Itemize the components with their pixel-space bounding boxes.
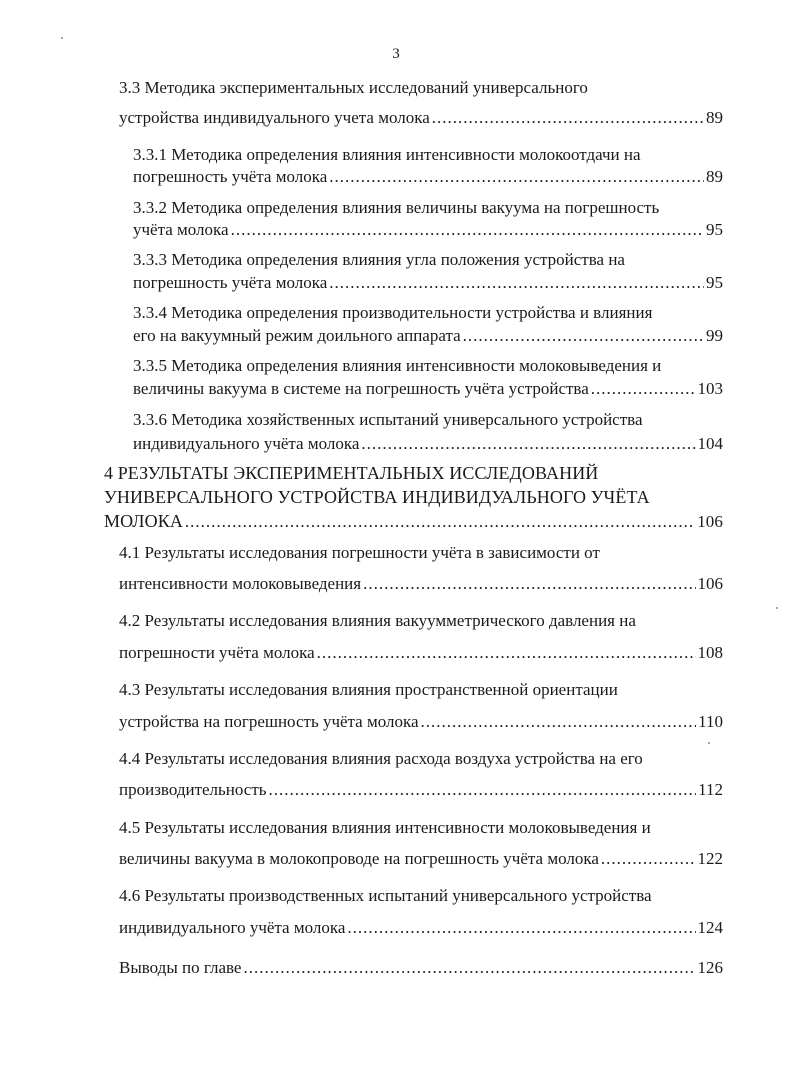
dot-leader xyxy=(347,918,695,938)
toc-entry-3-3-2-line-1: 3.3.2 Методика определения влияния величины вакуума на погрешность xyxy=(133,198,660,217)
toc-entry-4-1-line-2: интенсивности молоковыведения xyxy=(119,574,362,593)
toc-entry-3-3-2-line-2: учёта молока xyxy=(133,220,229,239)
toc-entry-3-3-line-1: 3.3 Методика экспериментальных исследований универсального xyxy=(119,78,588,97)
dot-leader xyxy=(361,434,695,454)
dot-leader xyxy=(601,849,696,869)
dot-leader xyxy=(317,643,696,663)
toc-entry-4-6-line-1: 4.6 Результаты производственных испытаний универсального устройства xyxy=(119,886,652,905)
scan-speck xyxy=(708,742,710,744)
toc-chapter-4-line-3: МОЛОКА xyxy=(104,511,183,531)
toc-entry-3-3-4-line-2: его на вакуумный режим доильного аппарата xyxy=(133,326,461,345)
toc-page-number: 99 xyxy=(706,326,723,345)
dot-leader xyxy=(363,574,695,594)
toc-entry-4-2-leader xyxy=(119,643,723,663)
toc-entry-4-3-line-2: устройства на погрешность учёта молока xyxy=(119,712,419,731)
dot-leader xyxy=(421,712,697,732)
dot-leader xyxy=(463,326,704,346)
dot-leader xyxy=(269,780,697,800)
toc-entry-4-1-line-1: 4.1 Результаты исследования погрешности учёта в зависимости от xyxy=(119,543,600,562)
toc-entry-4-3-leader xyxy=(119,712,723,732)
toc-page-number: 126 xyxy=(697,958,723,977)
toc-entry-4-5-leader xyxy=(119,849,723,869)
toc-entry-4-1-leader xyxy=(119,574,723,594)
toc-page-number: 95 xyxy=(706,273,723,292)
toc-page-number: 89 xyxy=(706,167,723,186)
toc-entry-3-3-leader xyxy=(119,108,723,128)
toc-page-number: 106 xyxy=(697,574,723,593)
toc-entry-3-3-3-leader xyxy=(133,273,723,293)
toc-chapter-4-line-2: УНИВЕРСАЛЬНОГО УСТРОЙСТВА ИНДИВИДУАЛЬНОГО УЧЁТА xyxy=(104,487,650,507)
toc-page-number: 104 xyxy=(697,434,723,453)
toc-entry-4-5-line-2: величины вакуума в молокопроводе на погрешность учёта молока xyxy=(119,849,599,868)
toc-page-number: 89 xyxy=(706,108,723,127)
toc-entry-3-3-5-line-2: величины вакуума в системе на погрешность учёта устройства xyxy=(133,379,589,398)
toc-chapter-4-line-1: 4 РЕЗУЛЬТАТЫ ЭКСПЕРИМЕНТАЛЬНЫХ ИССЛЕДОВАНИЙ xyxy=(104,463,599,483)
toc-entry-4-4-line-2: производительность xyxy=(119,780,267,799)
toc-entry-4-6-leader xyxy=(119,918,723,938)
toc-entry-3-3-4-line-1: 3.3.4 Методика определения производительности устройства и влияния xyxy=(133,303,653,322)
dot-leader xyxy=(432,108,704,128)
scan-speck xyxy=(776,607,778,609)
page-number: 3 xyxy=(392,46,400,62)
toc-entry-4-6-line-2: индивидуального учёта молока xyxy=(119,918,346,937)
toc-page-number: 110 xyxy=(698,712,723,731)
toc-entry-3-3-6-leader xyxy=(133,434,723,454)
toc-entry-3-3-1-line-1: 3.3.1 Методика определения влияния интенсивности молокоотдачи на xyxy=(133,145,641,164)
toc-entry-3-3-2-leader xyxy=(133,220,723,240)
dot-leader xyxy=(591,379,696,399)
toc-entry-3-3-6-line-1: 3.3.6 Методика хозяйственных испытаний универсального устройства xyxy=(133,410,643,429)
toc-entry-4-2-line-1: 4.2 Результаты исследования влияния вакуумметрического давления на xyxy=(119,611,636,630)
toc-page-number: 108 xyxy=(697,643,723,662)
toc-entry-3-3-6-line-2: индивидуального учёта молока xyxy=(133,434,360,453)
toc-entry-4-3-line-1: 4.3 Результаты исследования влияния пространственной ориентации xyxy=(119,680,618,699)
toc-entry-3-3-3-line-1: 3.3.3 Методика определения влияния угла положения устройства на xyxy=(133,250,625,269)
toc-page-number: 124 xyxy=(697,918,723,937)
dot-leader xyxy=(329,167,704,187)
toc-entry-3-3-5-line-1: 3.3.5 Методика определения влияния интенсивности молоковыведения и xyxy=(133,356,662,375)
scan-speck xyxy=(61,37,63,39)
toc-page-number: 106 xyxy=(697,512,723,531)
toc-chapter-4-leader xyxy=(104,511,723,532)
toc-entry-4-4-leader xyxy=(119,780,723,800)
toc-entry-3-3-3-line-2: погрешность учёта молока xyxy=(133,273,328,292)
dot-leader xyxy=(329,273,704,293)
toc-entry-3-3-line-2: устройства индивидуального учета молока xyxy=(119,108,430,127)
toc-entry-3-3-1-leader xyxy=(133,167,723,187)
dot-leader xyxy=(243,958,695,978)
toc-page-number: 112 xyxy=(698,780,723,799)
toc-page-number: 122 xyxy=(697,849,723,868)
toc-entry-3-3-5-leader xyxy=(133,379,723,399)
toc-entry-conclusions: Выводы по главе xyxy=(119,958,242,977)
toc-entry-4-2-line-2: погрешности учёта молока xyxy=(119,643,315,662)
toc-page-number: 103 xyxy=(697,379,723,398)
toc-page-number: 95 xyxy=(706,220,723,239)
dot-leader xyxy=(231,220,704,240)
toc-entry-3-3-1-line-2: погрешность учёта молока xyxy=(133,167,328,186)
toc-entry-3-3-4-leader xyxy=(133,326,723,346)
toc-entry-4-5-line-1: 4.5 Результаты исследования влияния интенсивности молоковыведения и xyxy=(119,818,651,837)
toc-entry-4-4-line-1: 4.4 Результаты исследования влияния расхода воздуха устройства на его xyxy=(119,749,643,768)
toc-entry-conclusions-leader xyxy=(119,958,723,978)
dot-leader xyxy=(185,512,695,532)
